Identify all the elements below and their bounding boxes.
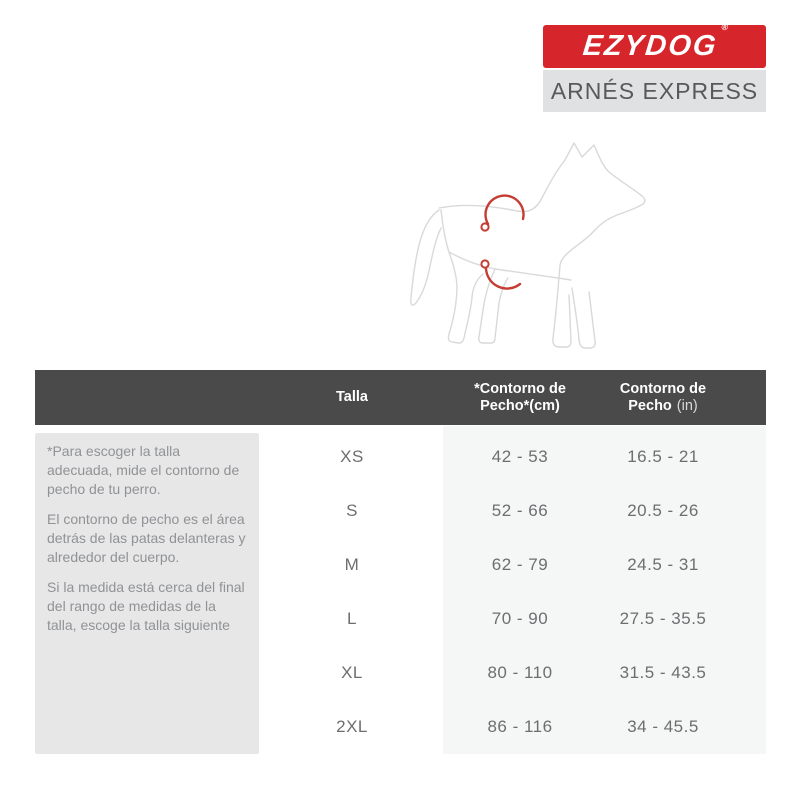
table-row bbox=[35, 700, 766, 754]
size-value: XS bbox=[340, 447, 364, 466]
size-table bbox=[35, 430, 766, 754]
dog-tail-path bbox=[411, 210, 441, 305]
chest-in-value: 34 - 45.5 bbox=[627, 717, 699, 736]
table-row bbox=[35, 538, 766, 592]
dog-far-front-leg-path bbox=[572, 288, 595, 348]
chest-in-value: 27.5 - 35.5 bbox=[619, 609, 707, 628]
registered-trademark-icon: ® bbox=[720, 22, 731, 32]
size-value: L bbox=[347, 609, 357, 628]
note-paragraph: *Para escoger la talla adecuada, mide el contorno de pecho de tu perro. bbox=[47, 443, 240, 497]
table-row bbox=[35, 592, 766, 646]
chest-measure-upper-arc bbox=[486, 196, 524, 224]
column-header-contorno-in: Contorno de Pecho (in) bbox=[619, 380, 707, 414]
dog-outline-svg bbox=[385, 140, 675, 365]
chest-in-value: 24.5 - 31 bbox=[627, 555, 699, 574]
size-value: S bbox=[346, 501, 358, 520]
inches-unit-label: (in) bbox=[676, 397, 698, 414]
product-name-band bbox=[543, 70, 766, 112]
dog-far-rear-leg-path bbox=[441, 210, 483, 343]
note-paragraph: Si la medida está cerca del final del rango de medidas de la talla, escoge la talla siguiente bbox=[47, 579, 245, 633]
dog-back-path bbox=[439, 160, 565, 212]
dog-head-chest-path bbox=[553, 143, 645, 347]
size-value: 2XL bbox=[336, 717, 368, 736]
table-row bbox=[35, 484, 766, 538]
column-header-contorno-cm: *Contorno de Pecho*(cm) bbox=[474, 380, 566, 414]
chest-cm-value: 52 - 66 bbox=[491, 501, 549, 520]
chest-in-value: 20.5 - 26 bbox=[627, 501, 699, 520]
size-value: XL bbox=[341, 663, 363, 682]
table-row bbox=[35, 430, 766, 484]
chest-cm-value: 62 - 79 bbox=[491, 555, 549, 574]
chest-in-value: 16.5 - 21 bbox=[627, 447, 699, 466]
dog-near-rear-leg-path bbox=[479, 269, 508, 343]
table-row bbox=[35, 646, 766, 700]
product-name: ARNÉS EXPRESS bbox=[550, 77, 759, 104]
size-value: M bbox=[344, 555, 360, 574]
measure-point-upper bbox=[481, 223, 488, 230]
measure-point-lower bbox=[481, 260, 488, 267]
column-header-talla: Talla bbox=[336, 389, 368, 405]
chest-cm-value: 70 - 90 bbox=[491, 609, 549, 628]
chest-in-value: 31.5 - 43.5 bbox=[619, 663, 707, 682]
chest-cm-value: 80 - 110 bbox=[487, 663, 553, 682]
chest-cm-value: 86 - 116 bbox=[487, 717, 553, 736]
note-paragraph: El contorno de pecho es el área detrás de las patas delanteras y alrededor del cuerpo. bbox=[47, 511, 246, 565]
brand-logo bbox=[543, 22, 766, 68]
chest-cm-value: 42 - 53 bbox=[491, 447, 549, 466]
table-header-bar bbox=[35, 370, 766, 425]
brand-logo-text: EZYDOG® bbox=[581, 22, 731, 62]
dog-illustration bbox=[385, 140, 675, 365]
